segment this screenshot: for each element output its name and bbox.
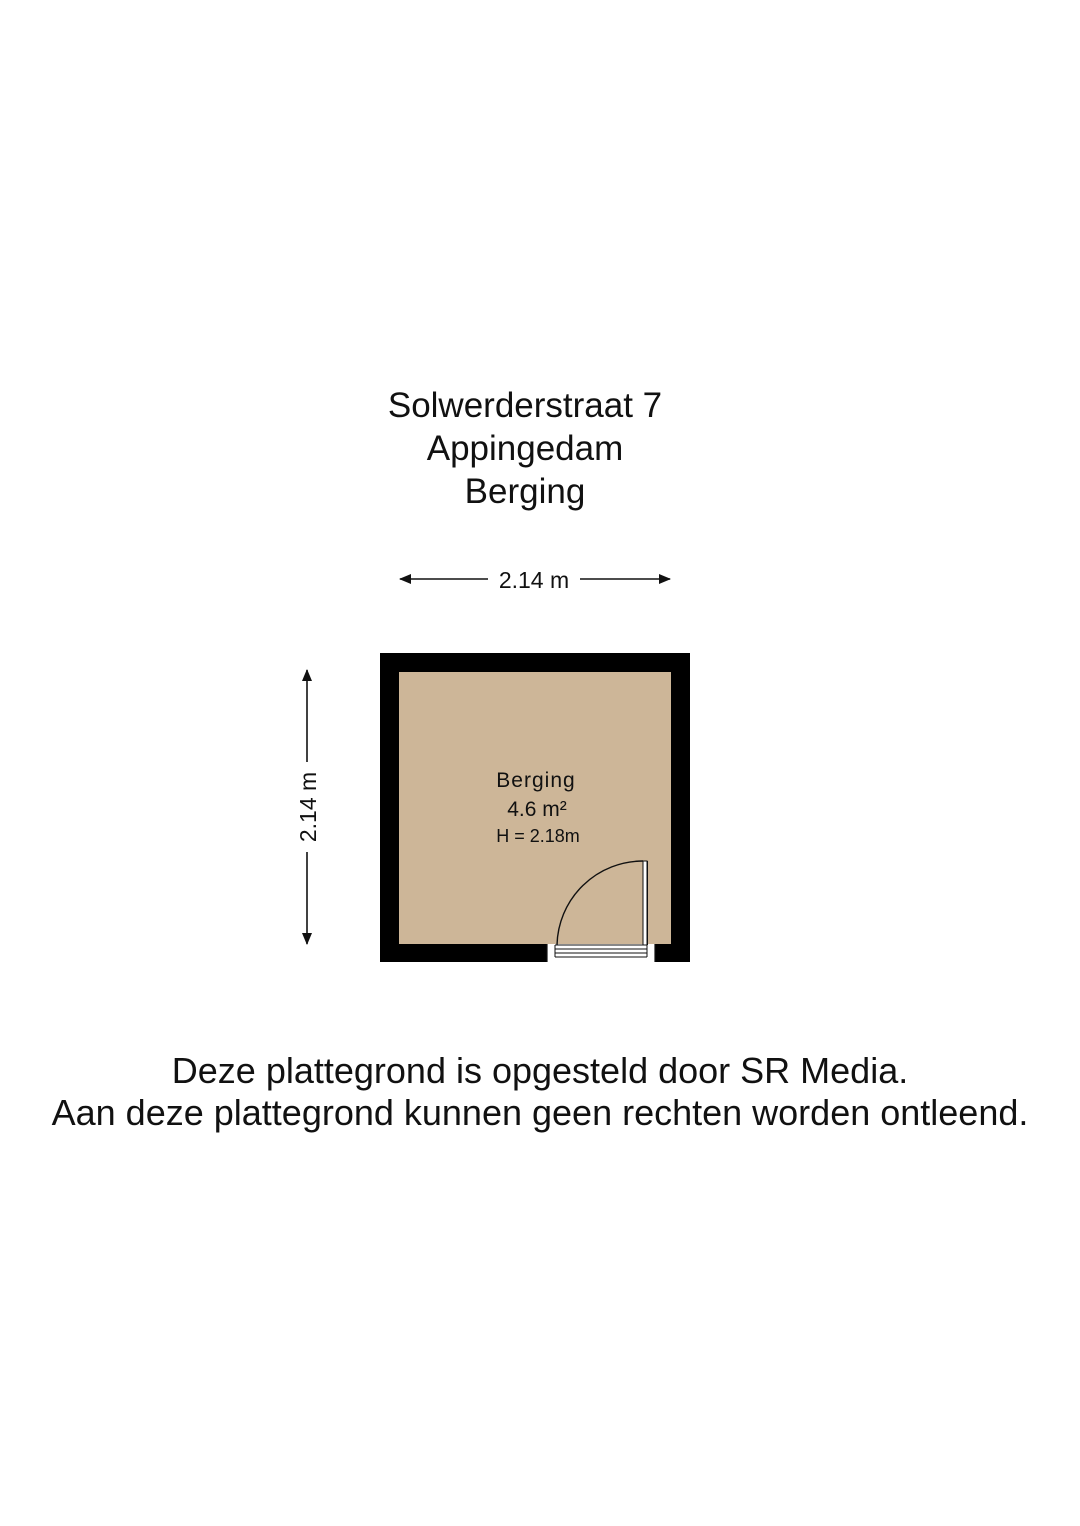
height-label: 2.14 m (295, 771, 321, 843)
disclaimer (0, 1050, 1080, 1134)
disclaimer-line-2: Aan deze plattegrond kunnen geen rechten worden ontleend. (51, 1092, 1029, 1133)
disclaimer-line-1: Deze plattegrond is opgesteld door SR Media. (171, 1050, 909, 1091)
city-title: Appingedam (426, 429, 624, 468)
room-name: Berging (496, 769, 576, 792)
address-title: Solwerderstraat 7 (387, 386, 663, 425)
room-area: 4.6 m² (507, 798, 567, 821)
width-label: 2.14 m (498, 567, 570, 593)
door-leaf-panel (643, 861, 647, 945)
width-dimension (400, 567, 670, 593)
height-dimension (295, 670, 321, 944)
room-ceiling-height: H = 2.18m (496, 826, 580, 846)
floor-title: Berging (464, 472, 586, 511)
